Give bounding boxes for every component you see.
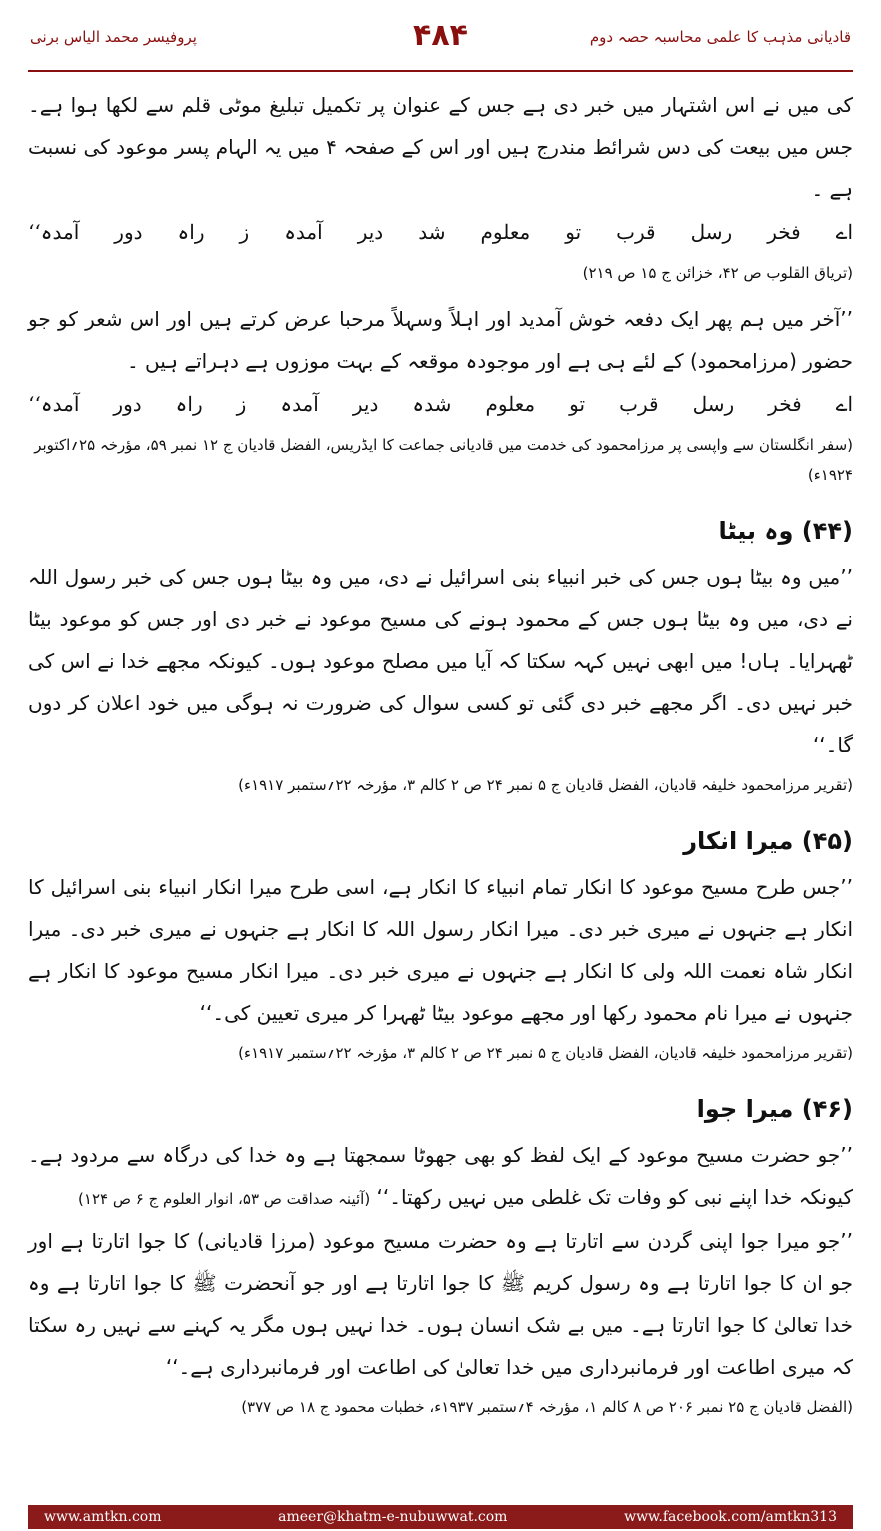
verse-word: اے — [835, 220, 853, 244]
verse-word: آمدہ — [280, 392, 319, 416]
verse-word: قرب — [619, 392, 659, 416]
intro-paragraph: کی میں نے اس اشتہار میں خبر دی ہے جس کے عنوان پر تکمیل تبلیغ موٹی قلم سے لکھا ہوا ہے۔ جس میں بیعت کی دس شرائط مندرج ہیں اور اس کے صفحہ ۴ میں یہ الہام پسر موعود کی نسبت ہے ۔ — [28, 93, 853, 201]
section-body-45: ’’جس طرح مسیح موعود کا انکار تمام انبیاء کا انکار ہے، اسی طرح میرا انکار انبیاء بنی اسرائیل کا انکار ہے جنہوں نے میری خبر دی۔ میرا انکار رسول اللہ کا انکار ہے جنہوں نے میری خبر دی۔ میرا انکار شاہ نعمت اللہ ولی کا انکار ہے جنہوں نے میری خبر دی۔ میرا انکار مسیح موعود کا انکار ہے جنہوں نے میرا نام محمود رکھا اور مجھے موعود بیٹا ٹھہرا کر میری تعیین کی۔‘‘ — [28, 875, 853, 1025]
section-body-46-text: ’’جو حضرت مسیح موعود کے ایک لفظ کو بھی جھوٹا سمجھتا ہے وہ خدا کی درگاہ سے مردود ہے۔ کیونکہ خدا اپنے نبی کو وفات تک غلطی میں نہیں رکھتا۔‘‘ — [28, 1143, 853, 1209]
verse-word: آمدہ‘‘ — [28, 392, 80, 416]
verse-word: دیر — [357, 220, 384, 244]
verse-word: دور — [114, 220, 143, 244]
page-header — [0, 0, 881, 60]
verse-word: رسل — [690, 220, 733, 244]
section-heading-46: (۴۶) میرا جوا — [696, 1095, 853, 1123]
verse-word: راہ — [177, 220, 205, 244]
section-heading-45: (۴۵) میرا انکار — [683, 827, 853, 855]
footer-website-link[interactable]: www.amtkn.com — [44, 1509, 162, 1525]
verse-line-1 — [28, 210, 853, 254]
section-body-44: ’’میں وہ بیٹا ہوں جس کی خبر انبیاء بنی اسرائیل نے دی، میں وہ بیٹا ہوں جس کی خبر رسول اللہ نے دی، میں وہ بیٹا ہوں جس کے محمود ہونے کی مسیح موعود نے خبر دی اور جس کو موعود بیٹا ٹھہرایا۔ ہاں! میں ابھی نہیں کہہ سکتا کہ آیا میں مصلح موعود ہوں۔ کیونکہ مجھے خدا نے اس کی خبر نہیں دی۔ اگر مجھے خبر دی گئی تو کسی سوال کی ضرورت نہ ہوگی میں خود اعلان کر دوں گا۔‘‘ — [28, 565, 853, 757]
verse-word: فخر — [767, 220, 801, 244]
section-heading-44: (۴۴) وہ بیٹا — [718, 517, 853, 545]
verse-line-2 — [28, 382, 853, 426]
header-divider — [28, 70, 853, 72]
section-reference-45: (تقریر مرزامحمود خلیفہ قادیان، الفضل قادیان ج ۵ نمبر ۲۴ ص ۲ کالم ۳، مؤرخہ ۲۲؍ستمبر ۱۹۱۷ء) — [238, 1044, 853, 1062]
verse-word: شدہ — [412, 392, 452, 416]
verse-word: معلوم — [480, 220, 531, 244]
verse-word: اے — [835, 392, 853, 416]
verse-word: رسل — [692, 392, 735, 416]
verse-word: راہ — [175, 392, 203, 416]
section-reference-44: (تقریر مرزامحمود خلیفہ قادیان، الفضل قادیان ج ۵ نمبر ۲۴ ص ۲ کالم ۳، مؤرخہ ۲۲؍ستمبر ۱۹۱۷ء) — [238, 776, 853, 794]
section-body-46b: ’’جو میرا جوا اپنی گردن سے اتارتا ہے وہ حضرت مسیح موعود (مرزا قادیانی) کا جوا اتارتا ہے اور جو ان کا جوا اتارتا ہے وہ رسول کریم ﷺ کا جوا اتارتا ہے اور جو آنحضرت ﷺ کا جوا اتارتا ہے وہ خدا تعالیٰ کا جوا اتارتا ہے۔ میں بے شک انسان ہوں۔ خدا نہیں ہوں مگر یہ کہنے سے نہیں رہ سکتا کہ میری اطاعت اور فرمانبرداری میں خدا تعالیٰ کی اطاعت اور فرمانبرداری ہے۔‘‘ — [28, 1229, 853, 1379]
footer-email-link[interactable]: ameer@khatm-e-nubuwwat.com — [278, 1509, 508, 1525]
verse-word: تو — [569, 392, 586, 416]
footer-facebook-link[interactable]: www.facebook.com/amtkn313 — [624, 1509, 837, 1525]
page-body — [28, 84, 853, 1432]
verse-word: فخر — [768, 392, 802, 416]
section-body-46 — [28, 1134, 853, 1220]
page-number: ۴۸۴ — [413, 18, 468, 53]
verse-word: ز — [236, 392, 247, 416]
verse-word: قرب — [616, 220, 656, 244]
verse-word: ز — [239, 220, 250, 244]
verse-word: آمدہ‘‘ — [28, 220, 80, 244]
reference-2: (سفر انگلستان سے واپسی پر مرزامحمود کی خدمت میں قادیانی جماعت کا ایڈریس، الفضل قادیان ج ۱۲ نمبر ۵۹، مؤرخہ ۲۵؍اکتوبر ۱۹۲۴ء) — [34, 436, 853, 484]
author-name: پروفیسر محمد الیاس برنی — [30, 28, 197, 46]
section-reference-46: (الفضل قادیان ج ۲۵ نمبر ۲۰۶ ص ۸ کالم ۱، مؤرخہ ۴؍ستمبر ۱۹۳۷ء، خطبات محمود ج ۱۸ ص ۳۷۷) — [241, 1398, 853, 1416]
reference-1: (تریاق القلوب ص ۴۲، خزائن ج ۱۵ ص ۲۱۹) — [582, 264, 853, 282]
verse-word: دور — [113, 392, 142, 416]
verse-word: معلوم — [485, 392, 536, 416]
verse-word: تو — [565, 220, 582, 244]
quote-paragraph: ’’آخر میں ہم پھر ایک دفعہ خوش آمدید اور اہلاً وسہلاً مرحبا عرض کرتے ہیں اور اس شعر کو جو حضور (مرزامحمود) کے لئے ہی ہے اور موجودہ موقعہ کے بہت موزوں ہے دہراتے ہیں ۔ — [28, 307, 853, 373]
footer-bar — [28, 1505, 853, 1529]
verse-word: شد — [418, 220, 446, 244]
inline-reference-46: (آئینہ صداقت ص ۵۳، انوار العلوم ج ۶ ص ۱۲۴) — [78, 1190, 371, 1208]
verse-word: آمدہ — [284, 220, 323, 244]
book-title: قادیانی مذہب کا علمی محاسبہ حصہ دوم — [589, 28, 851, 46]
verse-word: دیر — [352, 392, 379, 416]
